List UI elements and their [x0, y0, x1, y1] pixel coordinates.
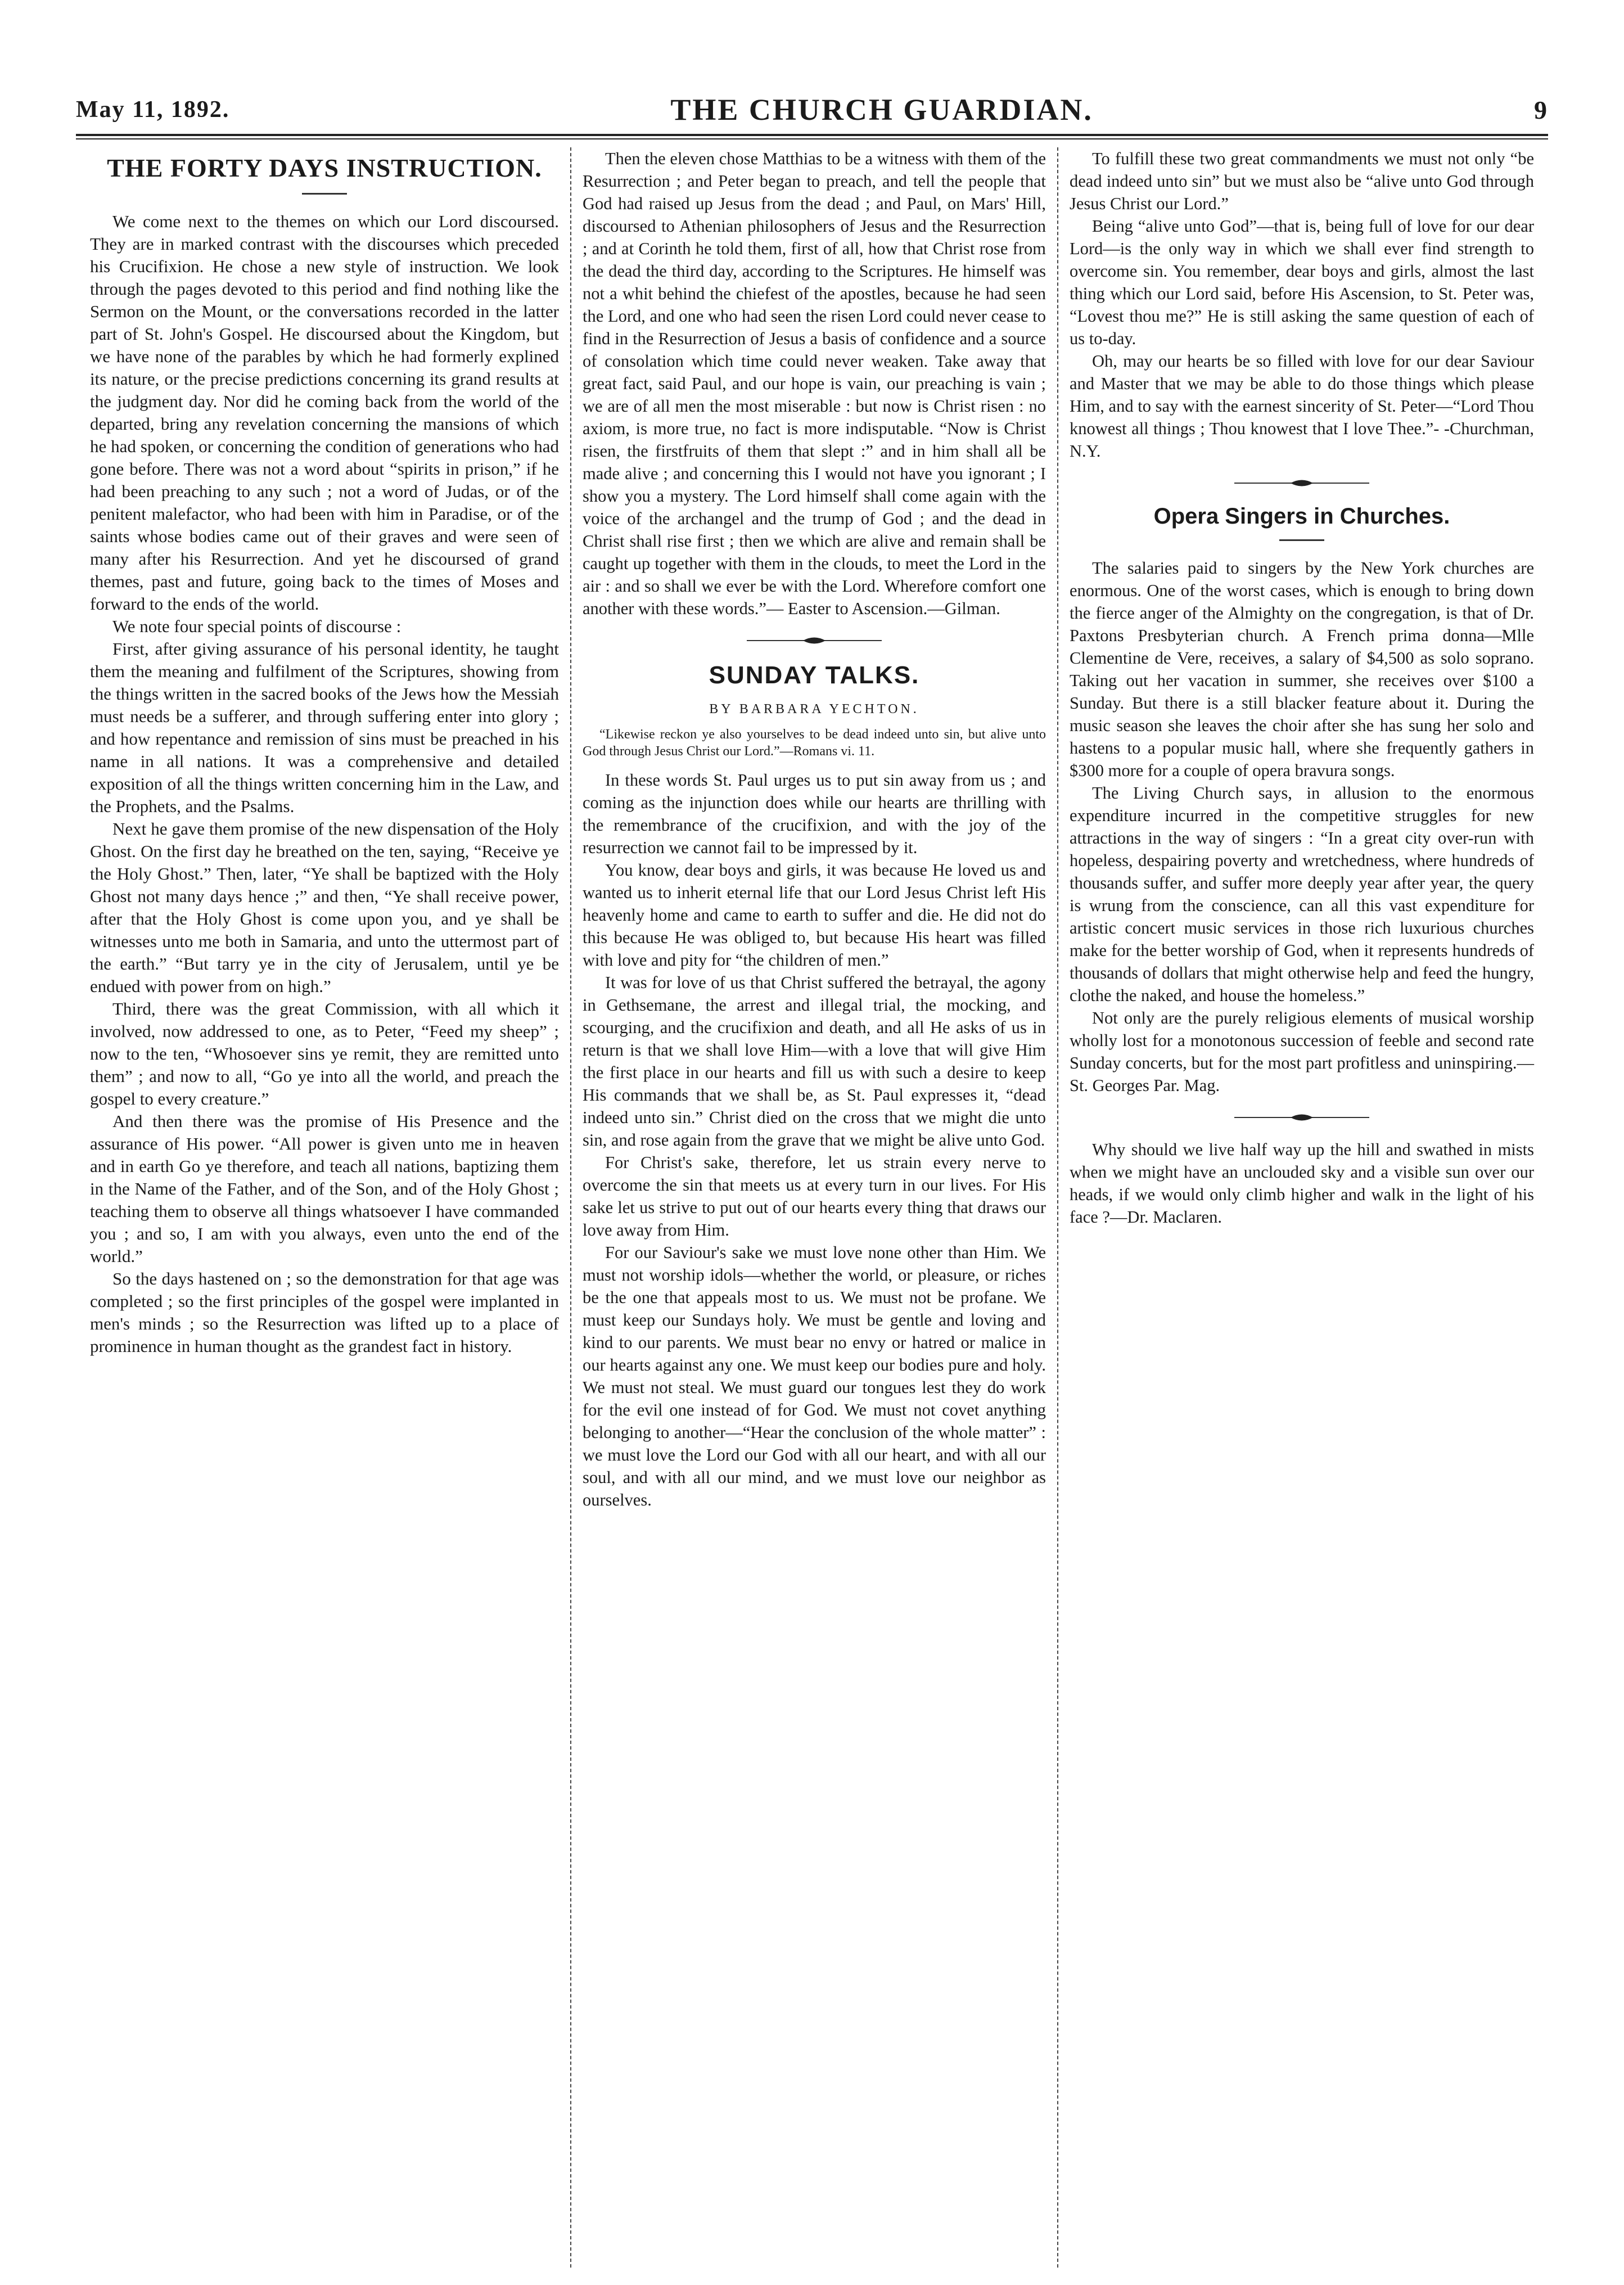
paragraph: Then the eleven chose Matthias to be a witness with them of the Resurrection ; and Peter began to preach, and tell the people that God had raised up Jesus from the dead ; and Paul, on Mars' Hill, discoursed to Athenian philosophers of Jesus and the Resurrection ; and at Corinth he told them, first of all, how that Christ rose from the dead the third day, according to the Scriptures. He himself was not a whit behind the chiefest of the apostles, because he had seen the Lord, and one who had seen the risen Lord could never cease to find in the Resurrection of Jesus a basis of confidence and a source of consolation which time could never weaken. Take away that great fact, said Paul, and our hope is vain, our preaching is vain ; we are of all men the most miserable : but now is Christ risen : no axiom, is more true, no fact is more indisputable. “Now is Christ risen, the firstfruits of them that slept :” and in him shall all be made alive ; and concerning this I would not have you ignorant ; I show you a mystery. The Lord himself shall come again with the voice of the archangel and the trump of God ; and the dead in Christ shall rise first ; then we which are alive and remain shall be caught up together with them in the clouds, to meet the Lord in the air : and so shall we ever be with the Lord. Wherefore comfort one another with these words.”— Easter to Ascension.—Gilman.	[583, 149, 1046, 618]
paragraph: The Living Church says, in allusion to the enormous expenditure incurred in the competitive struggles for new attractions in the way of singers : “In a great city over-run with hopeless, despairing poverty and wretchedness, where hundreds of thousands suffer, and suffer more deeply year after year, the query is wrung from the conscience, can all this vast expenditure for artistic concert music services in those rich luxurious churches make for the better worship of God, when it represents hundreds of thousands of dollars that might otherwise help and feed the hungry, clothe the naked, and house the homeless.”	[1070, 783, 1534, 1005]
title-dash	[1279, 539, 1324, 541]
column-1	[79, 147, 571, 2268]
columns	[79, 147, 1545, 2268]
paragraph: Third, there was the great Commission, with all which it involved, now addressed to one, as to Peter, “Feed my sheep” ; now to the ten, “Whosoever sins ye remit, they are remitted unto them” ; and now to all, “Go ye into all the world, and preach the gospel to every creature.”	[90, 999, 559, 1108]
column-3	[1058, 147, 1545, 2268]
paper-title: THE CHURCH GUARDIAN.	[670, 93, 1093, 127]
paragraph: First, after giving assurance of his personal identity, he taught them the meaning and fulfilment of the Scriptures, showing from the things written in the sacred books of the Jews how the Messiah must needs be a sufferer, and through suffering enter into glory ; and how repentance and remission of sins must be preached in his name in all nations. It was a comprehensive and detailed exposition of all the things written concerning him in the Law, and the Prophets, and the Psalms.	[90, 639, 559, 816]
ornament-divider	[1229, 477, 1375, 489]
article-title-sunday-talks: SUNDAY TALKS.	[709, 661, 920, 689]
paragraph: We note four special points of discourse :	[112, 616, 402, 636]
paragraph: For our Saviour's sake we must love none other than Him. We must not worship idols—whether the world, or pleasure, or riches be the one that appeals most to us. We must not be profane. We must keep our Sundays holy. We must be gentle and loving and kind to our parents. We must bear no envy or hatred or malice in our hearts against any one. We must keep our bodies pure and holy. We must not steal. We must guard our tongues lest they do work for the evil one instead of for God. We must not covet anything belonging to another—“Hear the conclusion of the whole matter” : we must love the Lord our God with all our heart, and with all our soul, and with all our mind, and we must love our neighbor as ourselves.	[583, 1243, 1046, 1509]
masthead-rule-thin	[76, 138, 1548, 139]
paragraph: And then there was the promise of His Presence and the assurance of His power. “All power is given unto me in heaven and in earth Go ye therefore, and teach all nations, baptizing them in the Name of the Father, and of the Son, and of the Holy Ghost ; teaching them to observe all things whatsoever I have commanded you ; and so, I am with you always, even unto the end of the world.”	[90, 1111, 559, 1266]
article-title-opera-singers: Opera Singers in Churches.	[1153, 504, 1450, 529]
paragraph: So the days hastened on ; so the demonstration for that age was completed ; so the first principles of the gospel were implanted in men's minds ; so the Resurrection was lifted up to a place of prominence in human thought as the grandest fact in history.	[90, 1269, 559, 1356]
ornament-divider	[1229, 1111, 1375, 1124]
byline: BY BARBARA YECHTON.	[709, 702, 919, 716]
page-number: 9	[1534, 95, 1548, 124]
paragraph: In these words St. Paul urges us to put sin away from us ; and coming as the injunction does while our hearts are thrilling with the remembrance of the crucifixion, and with the joy of the resurrection we cannot fail to be impressed by it.	[583, 770, 1046, 857]
paragraph: Not only are the purely religious elements of musical worship wholly lost for a monotonous succession of feeble and second rate Sunday concerts, but for the most part profitless and uninspiring.—St. Georges Par. Mag.	[1070, 1008, 1534, 1095]
paragraph: For Christ's sake, therefore, let us strain every nerve to overcome the sin that meets us at every turn in our lives. For His sake let us strive to put out of our hearts every thing that draws our love away from Him.	[583, 1153, 1046, 1240]
paragraph: Being “alive unto God”—that is, being full of love for our dear Lord—is the only way in which we shall ever find strength to overcome sin. You remember, dear boys and girls, almost the last thing which our Lord said, before His Ascension, to St. Peter was, “Lovest thou me?” He is still asking the same question of each of us to-day.	[1070, 217, 1534, 348]
masthead-rule	[76, 134, 1548, 136]
paragraph: We come next to the themes on which our Lord discoursed. They are in marked contrast with the discourses which preceded his Crucifixion. He chose a new style of instruction. We look through the pages devoted to this period and find nothing like the Sermon on the Mount, or the conversations recorded in the latter part of St. John's Gospel. He discoursed about the Kingdom, but we have none of the parables by which he had formerly explined its nature, or the precise predictions concerning its grand results at the judgment day. Nor did he coming back from the world of the departed, bring any revelation concerning the mansions of which he had spoken, or concerning the condition of generations who had gone before. There was not a word about “spirits in prison,” if he had been preaching to any such ; not a word of Judas, or of the penitent malefactor, who had been with him in Paradise, or of the saints whose bodies came out of their graves and were seen of many after his Resurrection. And yet he discoursed of grand themes, past and future, going back to the times of Moses and forward to the ends of the world.	[90, 211, 559, 614]
article-title-forty-days: THE FORTY DAYS INSTRUCTION.	[107, 154, 542, 182]
paragraph: To fulfill these two great commandments we must not only “be dead indeed unto sin” but we must also be “alive unto God through Jesus Christ our Lord.”	[1070, 149, 1534, 213]
ornament-divider	[741, 634, 887, 647]
paragraph: The salaries paid to singers by the New York churches are enormous. One of the worst cases, which is enough to bring down the fierce anger of the Almighty on the congregation, is that of Dr. Paxtons Presbyterian church. A French prima donna—Mlle Clementine de Vere, receives, a salary of $4,500 as solo soprano. Taking out her vacation in summer, she receives over $100 a Sunday. But there is a still blacker feature about it. During the music season she leaves the choir after she has sung her solo and hastens to a popular music hall, where she frequently gathers in $300 more for a couple of opera bravura songs.	[1070, 558, 1534, 780]
paragraph: It was for love of us that Christ suffered the betrayal, the agony in Gethsemane, the arrest and illegal trial, the mocking, and scourging, and the crucifixion and death, and all He asks of us in return is that we shall love Him—with a love that will give Him the first place in our hearts and fill us with such a desire to keep His commands that we shall be, as St. Paul expresses it, “dead indeed unto sin.” Christ died on the cross that we might die unto sin, and rose again from the grave that we might be alive unto God.	[583, 973, 1046, 1150]
paragraph: You know, dear boys and girls, it was because He loved us and wanted us to inherit eternal life that our Lord Jesus Christ left His heavenly home and came to earth to suffer and die. He did not do this because He was obliged to, but because His heart was filled with love and pity for “the children of men.”	[583, 860, 1046, 970]
masthead	[76, 90, 1548, 129]
paragraph: Why should we live half way up the hill and swathed in mists when we might have an unclouded sky and a visible sun over our heads, if we would only climb higher and walk in the light of his face ?—Dr. Maclaren.	[1070, 1140, 1534, 1227]
epigraph: “Likewise reckon ye also yourselves to be dead indeed unto sin, but alive unto God through Jesus Christ our Lord.”—Romans vi. 11.	[583, 727, 1046, 759]
issue-date: May 11, 1892.	[76, 97, 230, 123]
title-dash	[302, 193, 347, 195]
column-2	[571, 147, 1058, 2268]
paragraph: Next he gave them promise of the new dispensation of the Holy Ghost. On the first day he breathed on the ten, saying, “Receive ye the Holy Ghost.” Then, later, “Ye shall be baptized with the Holy Ghost not many days hence ;” and then, “Ye shall receive power, after that the Holy Ghost is come upon you, and ye shall be witnesses unto me both in Samaria, and unto the uttermost part of the earth.” “But tarry ye in the city of Jerusalem, until ye be endued with power from on high.”	[90, 819, 559, 996]
paragraph: Oh, may our hearts be so filled with love for our dear Saviour and Master that we may be able to do those things which please Him, and to say with the earnest sincerity of St. Peter—“Lord Thou knowest all things ; Thou knowest that I love Thee.”- -Churchman, N.Y.	[1070, 351, 1534, 461]
